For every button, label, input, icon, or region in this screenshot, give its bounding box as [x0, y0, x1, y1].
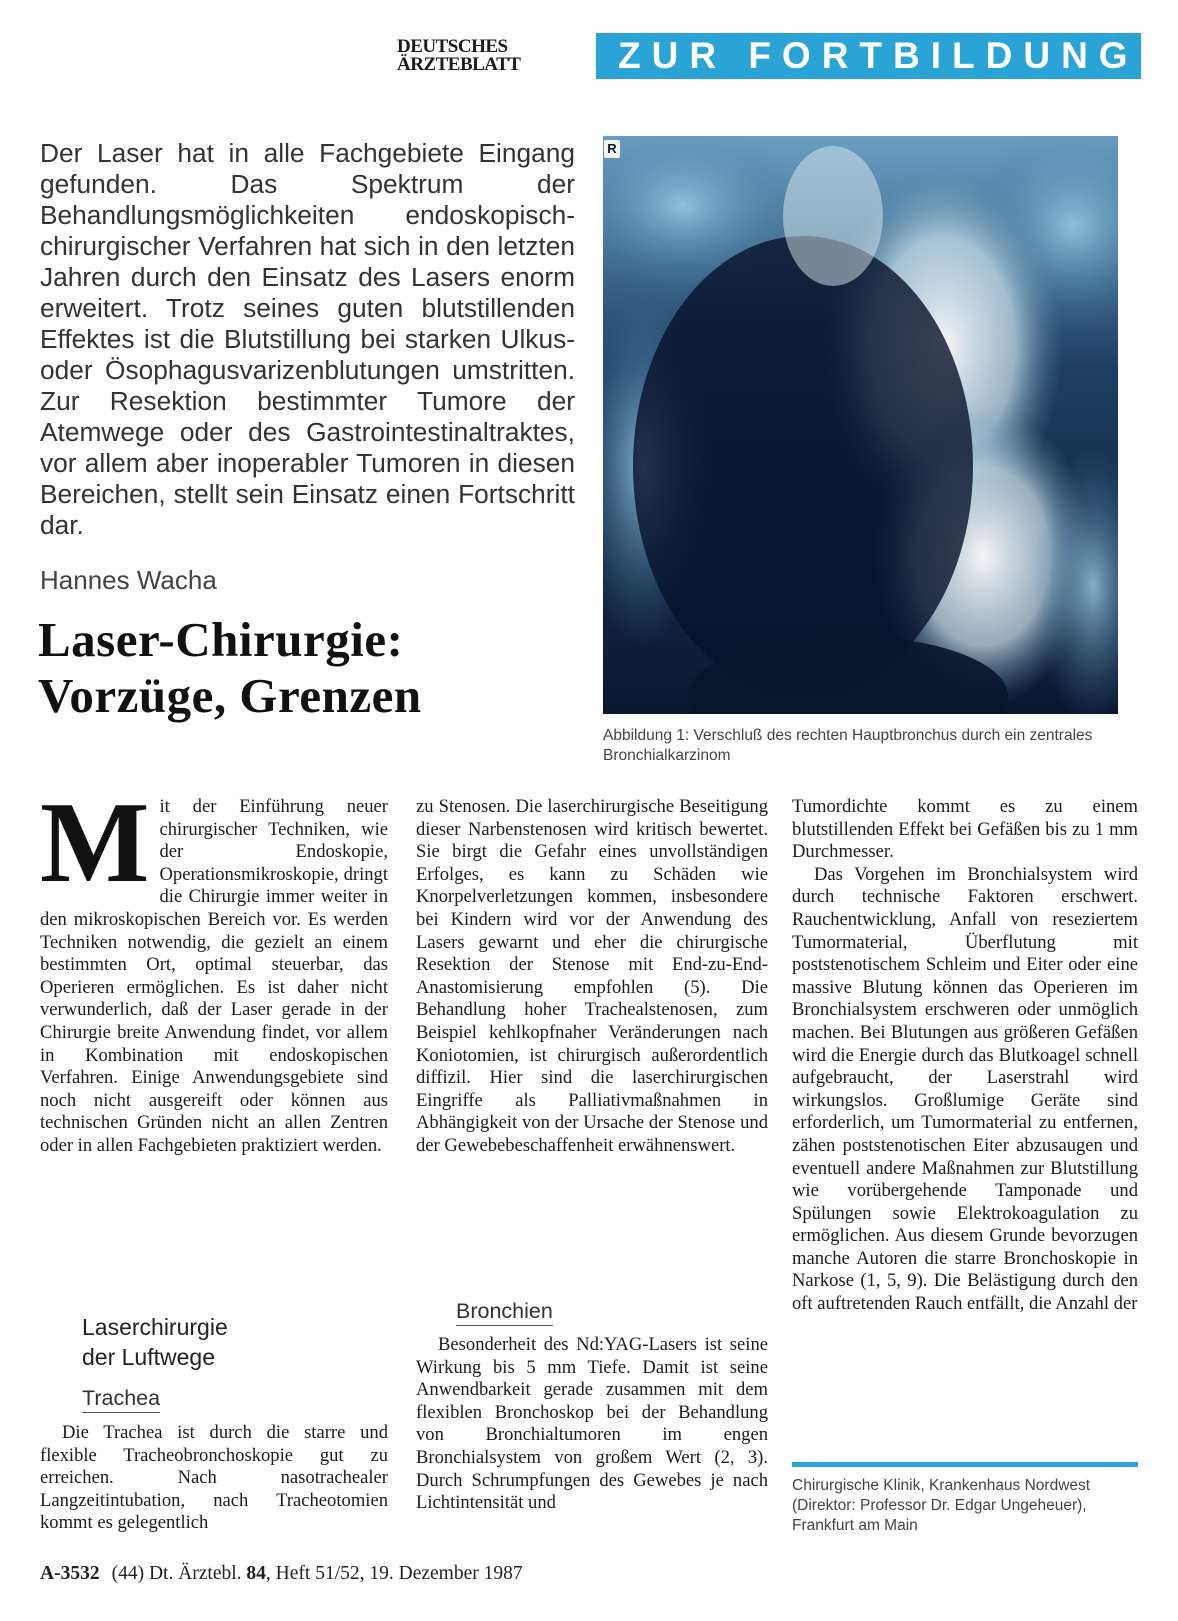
page-number: A-3532: [40, 1563, 100, 1584]
intro-paragraph: it der Einführung neuer chirurgischer Techniken, wie der Endoskopie, Operationsmikroskopie, dringt die Chirurgie immer weiter in den mikroskopischen Bereich vor. Es werden Techniken notwendig, die gezielt an einem bestimmten Ort, optimal steuerbar, das Operieren ermöglichen. Es ist daher nicht verwunderlich, daß der Laser gerade in der Chirurgie breite Anwendung findet, vor allem in Kombination mit endoskopischen Verfahren. Einige Anwendungsgebiete sind noch nicht ausgereift oder können aus technischen Gründen nicht an allen Zentren oder in allen Fachgebieten praktiziert werden.: [40, 796, 388, 1156]
drop-cap: M: [40, 779, 150, 907]
author-affiliation: Chirurgische Klinik, Krankenhaus Nordwest (Direktor: Professor Dr. Edgar Ungeheuer), Frankfurt am Main: [792, 1477, 1091, 1534]
headline-line1: Laser-Chirurgie:: [38, 612, 404, 667]
author-name: Hannes Wacha: [40, 565, 217, 595]
journal-name: [397, 38, 567, 74]
article-headline: [38, 612, 598, 724]
bronchien-text: Besonderheit des Nd:YAG-Lasers ist seine Wirkung bis 5 mm Tiefe. Damit ist seine Anwendbarkeit gerade zusammen mit dem flexiblen Bronchoskop bei der Behandlung von Bronchialtumoren im engen Bronchialsystem von großem Wert (2, 3). Durch Schrumpfungen des Gewebes je nach Lichtintensität und: [416, 1334, 768, 1514]
section-heading-line2: der Luftwege: [82, 1344, 215, 1370]
section-heading-line1: Laserchirurgie: [82, 1314, 228, 1340]
affiliation-divider: [792, 1462, 1138, 1467]
bronchien-paragraph: [416, 1334, 768, 1515]
section-heading: [82, 1312, 382, 1372]
stenosis-paragraph: zu Stenosen. Die laserchirurgische Beseitigung dieser Narbenstenosen wird kritisch bewertet. Sie birgt die Gefahr eines unvollständigen Erfolges, es kann zu Schäden wie Knorpelverletzungen kommen, insbesondere bei Kindern wird vor der Anwendung des Lasers gewarnt und eher die chirurgische Resektion der Stenose mit End-zu-End-Anastomisierung empfohlen (5). Die Behandlung hoher Trachealstenosen, zum Beispiel kehlkopfnaher Veränderungen nach Koniotomien, ist chirurgisch außerordentlich diffizil. Hier sind die laserchirurgischen Eingriffe als Palliativmaßnahmen in Abhängigkeit von der Ursache der Stenose und der Gewebebeschaffenheit erwähnenswert.: [416, 796, 768, 1156]
page-footer: [40, 1563, 523, 1585]
article-column-1: [40, 779, 388, 1158]
xray-image: [603, 136, 1118, 714]
col3-paragraph-2: Das Vorgehen im Bronchialsystem wird durch technische Faktoren erschwert. Rauchentwicklung, Anfall von reseziertem Tumormaterial, Überflutung mit poststenotischem Schleim und Eiter oder eine massive Blutung können das Operieren im Bronchialsystem erschweren oder unmöglich machen. Bei Blutungen aus größeren Gefäßen wird die Energie durch das Blutkoagel schnell aufgebraucht, der Laserstrahl wird wirkungslos. Großlumige Geräte sind erforderlich, um Tumormaterial zu entfernen, zähen poststenotischen Eiter abzusaugen und eventuell andere Maßnahmen zur Blutstillung wie vorübergehende Tamponade und Spülungen sowie Elektrokoagulation zu ermöglichen. Aus diesem Grunde bevorzugen manche Autoren die starre Bronchoskopie in Narkose (1, 5, 9). Die Belästigung durch den oft auftretenden Rauch entfällt, die Anzahl der: [792, 863, 1138, 1315]
subheading-trachea: Trachea: [82, 1385, 160, 1413]
col3-paragraph-1: Tumordichte kommt es zu einem blutstillenden Effekt bei Gefäßen bis zu 1 mm Durchmesser.: [792, 796, 1138, 863]
journal-name-line1: DEUTSCHES: [397, 36, 508, 57]
journal-name-line2: ÄRZTEBLATT: [397, 54, 521, 75]
trachea-text: Die Trachea ist durch die starre und flexible Tracheobronchoskopie gut zu erreichen. Nach nasotrachealer Langzeitintubation, nach Tracheotomien kommt es gelegentlich: [40, 1422, 388, 1534]
citation-suffix: , Heft 51/52, 19. Dezember 1987: [265, 1563, 523, 1584]
lead-paragraph: Der Laser hat in alle Fachgebiete Eingang gefunden. Das Spektrum der Behandlungsmöglichkeiten endoskopisch-chirurgischer Verfahren hat sich in den letzten Jahren durch den Einsatz des Lasers enorm erweitert. Trotz seines guten blutstillenden Effektes ist die Blutstillung bei starken Ulkus- oder Ösophagusvarizenblutungen umstritten. Zur Resektion bestimmter Tumore der Atemwege oder des Gastrointestinaltraktes, vor allem aber inoperabler Tumoren in diesen Bereichen, stellt sein Einsatz einen Fortschritt dar.: [40, 138, 575, 540]
article-column-3: [792, 796, 1138, 1316]
trachea-paragraph: [40, 1422, 388, 1535]
headline-line2: Vorzüge, Grenzen: [38, 668, 422, 723]
volume-number: 84: [246, 1563, 266, 1584]
article-column-2: [416, 796, 768, 1158]
section-banner: ZUR FORTBILDUNG: [596, 33, 1141, 79]
citation-prefix: (44) Dt. Ärztebl.: [111, 1563, 242, 1584]
xray-side-marker: R: [604, 140, 620, 158]
subheading-bronchien: Bronchien: [456, 1298, 553, 1326]
figure-caption: Abbildung 1: Verschluß des rechten Hauptbronchus durch ein zentrales Bronchialkarzinom: [603, 727, 1093, 764]
